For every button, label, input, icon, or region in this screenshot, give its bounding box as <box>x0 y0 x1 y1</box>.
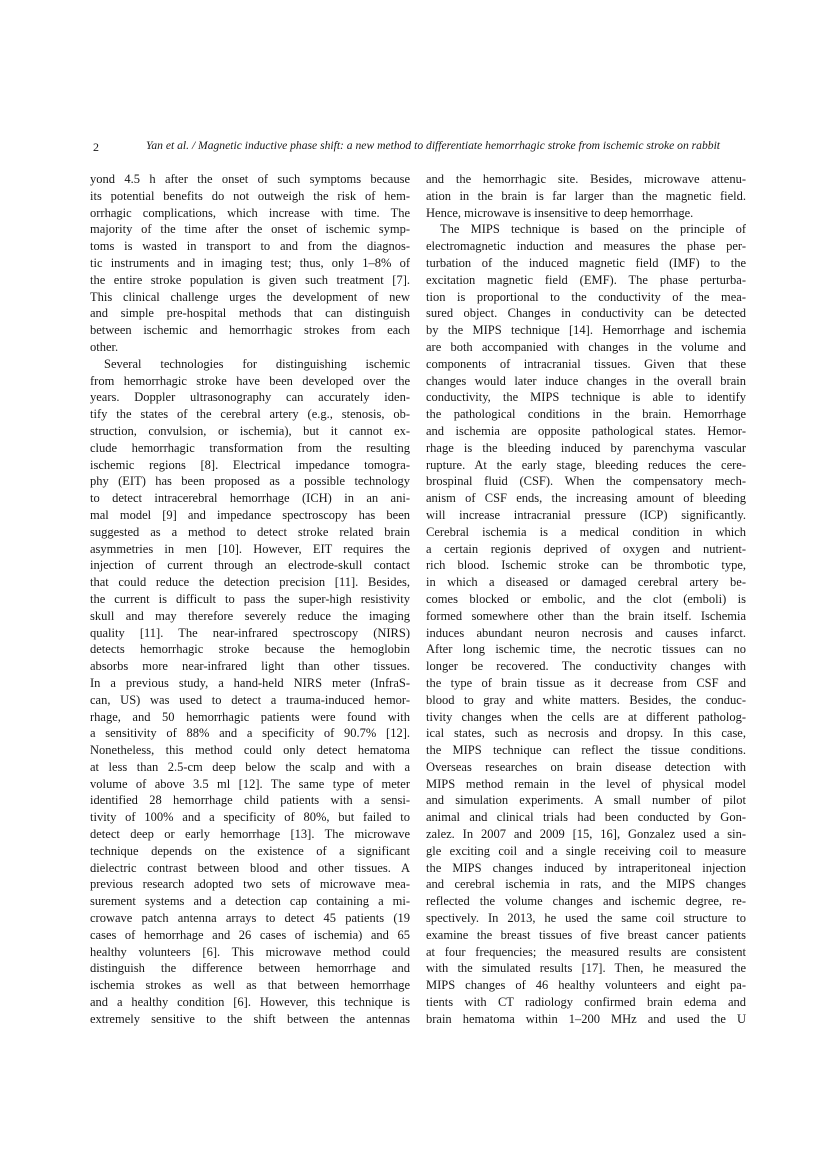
text-line: Several technologies for distinguishing ischemic <box>104 356 410 371</box>
text-line: zalez. In 2007 and 2009 [15, 16], Gonzalez used a sin- <box>426 827 746 842</box>
text-line: changes would later induce changes in the overall brain <box>426 373 746 388</box>
text-line: ical states, such as necrosis and dropsy. In this case, <box>426 726 746 741</box>
text-line: brain hematoma within 1–200 MHz and used the U <box>426 1011 746 1026</box>
text-line: tivity of 100% and a specificity of 80%, but failed to <box>90 810 410 825</box>
text-line: detect deep or early hemorrhage [13]. The microwave <box>90 827 410 842</box>
text-line: are both accompanied with changes in the volume and <box>426 339 746 354</box>
text-line: a sensitivity of 88% and a specificity of 90.7% [12]. <box>90 726 410 741</box>
text-line: electromagnetic induction and measures the phase per- <box>426 239 746 254</box>
text-line: volume of above 3.5 ml [12]. The same type of meter <box>90 776 410 791</box>
text-line: the entire stroke population is given such treatment [7]. <box>90 272 410 287</box>
text-line: will increase intracranial pressure (ICP) significantly. <box>426 507 746 522</box>
text-line: technique depends on the existence of a significant <box>90 843 410 858</box>
text-line: skull and may therefore severely reduce the imaging <box>90 608 410 623</box>
text-line: formed somewhere other than the brain itself. Ischemia <box>426 608 746 623</box>
page-number: 2 <box>93 140 99 154</box>
text-line: tify the states of the cerebral artery (e.g., stenosis, ob- <box>90 407 410 422</box>
text-line: tivity changes when the cells are at different patholog- <box>426 709 746 724</box>
running-title: Yan et al. / Magnetic inductive phase shift: a new method to differentiate hemorrhagic stroke from ischemic stroke on rabbit <box>145 139 721 152</box>
text-line: that could reduce the detection precision [11]. Besides, <box>90 575 410 590</box>
text-line: rupture. At the early stage, bleeding reduces the cere- <box>426 457 746 472</box>
text-line: After long ischemic time, the necrotic tissues can no <box>426 642 746 657</box>
text-line: conductivity, the MIPS technique is able to identify <box>426 390 746 405</box>
text-line: components of intracranial tissues. Given that these <box>426 356 746 371</box>
text-line: quality [11]. The near-infrared spectroscopy (NIRS) <box>90 625 410 640</box>
text-line: gle exciting coil and a single receiving coil to measure <box>426 843 746 858</box>
text-line: tients with CT radiology confirmed brain edema and <box>426 995 746 1010</box>
text-line: reflected the volume changes and ischemic degree, re- <box>426 894 746 909</box>
page-header <box>90 139 746 155</box>
text-line: ischemia strokes as well as that between hemorrhage <box>90 978 410 993</box>
text-line: the MIPS technique can reflect the tissue conditions. <box>426 743 746 758</box>
text-line: blood to gray and white matters. Besides, the conduc- <box>426 692 746 707</box>
text-line: Hence, microwave is insensitive to deep hemorrhage. <box>426 205 694 220</box>
text-line: extremely sensitive to the shift between the antennas <box>90 1011 410 1026</box>
text-line: animal and clinical trials had been conducted by Gon- <box>426 810 746 825</box>
text-line: MIPS method remain in the level of physical model <box>426 776 746 791</box>
text-line: previous research adopted two sets of microwave mea- <box>90 877 410 892</box>
text-line: and cerebral ischemia in rats, and the MIPS changes <box>426 877 746 892</box>
text-line: toms is wasted in transport to and from the diagnos- <box>90 239 410 254</box>
text-line: excitation magnetic field (EMF). The phase perturba- <box>426 272 746 287</box>
text-line: turbation of the induced magnetic field (IMF) to the <box>426 255 746 270</box>
text-line: to detect intracerebral hemorrhage (ICH) in an ani- <box>90 491 410 506</box>
text-line: sured object. Changes in conductivity can be detected <box>426 306 746 321</box>
text-line: This clinical challenge urges the development of new <box>90 289 410 304</box>
right-column <box>426 171 746 1028</box>
text-line: Cerebral ischemia is a medical condition in which <box>426 524 746 539</box>
text-line: majority of the time after the onset of ischemic symp- <box>90 222 410 237</box>
text-line: injection of current through an electrode-skull contact <box>90 558 410 573</box>
text-line: tic instruments and in imaging test; thus, only 1–8% of <box>90 255 410 270</box>
text-line: induces abundant neuron necrosis and causes infarct. <box>426 625 746 640</box>
text-line: asymmetries in men [10]. However, EIT requires the <box>90 541 410 556</box>
text-line: In a previous study, a hand-held NIRS meter (InfraS- <box>90 675 410 690</box>
left-column <box>90 171 410 1028</box>
text-line: distinguish the difference between hemorrhage and <box>90 961 410 976</box>
text-line: at four frequencies; the measured results are consistent <box>426 944 746 959</box>
text-line: examine the breast tissues of five breast cancer patients <box>426 927 746 942</box>
text-line: suggested as a method to detect stroke related brain <box>90 524 410 539</box>
text-line: the MIPS changes induced by intraperitoneal injection <box>426 860 746 875</box>
text-line: the type of brain tissue as it decrease from CSF and <box>426 675 746 690</box>
text-line: orrhagic complications, which increase with time. The <box>90 205 410 220</box>
text-line: at less than 2.5-cm deep below the scalp and with a <box>90 759 410 774</box>
text-line: a certain regionis deprived of oxygen and nutrient- <box>426 541 746 556</box>
text-line: dielectric contrast between blood and other tissues. A <box>90 860 410 875</box>
text-line: absorbs more near-infrared light than other tissues. <box>90 659 410 674</box>
text-line: can, US) was used to detect a trauma-induced hemor- <box>90 692 410 707</box>
text-line: crowave patch antenna arrays to detect 45 patients (19 <box>90 911 410 926</box>
text-line: and the hemorrhagic site. Besides, microwave attenu- <box>426 172 746 186</box>
text-line: years. Doppler ultrasonography can accurately iden- <box>90 390 410 405</box>
text-line: healthy volunteers [6]. This microwave method could <box>90 944 410 959</box>
text-line: mal model [9] and impedance spectroscopy has been <box>90 507 410 522</box>
text-line: rhage, and 50 hemorrhagic patients were found with <box>90 709 410 724</box>
text-line: detects hemorrhagic stroke because the hemoglobin <box>90 642 410 657</box>
text-line: rhage is the bleeding induced by parenchyma vascular <box>426 440 746 455</box>
text-line: brospinal fluid (CSF). When the compensatory mech- <box>426 474 746 489</box>
text-line: comes blocked or embolic, and the clot (emboli) is <box>426 591 746 606</box>
text-line: MIPS changes of 46 healthy volunteers and eight pa- <box>426 978 746 993</box>
text-line: between ischemic and hemorrhagic strokes from each <box>90 323 410 338</box>
article-body <box>90 171 746 1028</box>
text-line: from hemorrhagic stroke have been developed over the <box>90 373 410 388</box>
text-line: rich blood. Ischemic stroke can be thrombotic type, <box>426 558 746 573</box>
text-line: anism of CSF ends, the increasing amount of bleeding <box>426 491 746 506</box>
text-line: surement systems and a detection cap containing a mi- <box>90 894 410 909</box>
text-line: clude hemorrhagic transformation from the resulting <box>90 440 410 455</box>
text-line: tion is proportional to the conductivity of the mea- <box>426 289 746 304</box>
text-line: other. <box>90 339 119 354</box>
text-line: spectively. In 2013, he used the same coil structure to <box>426 911 746 926</box>
text-line: identified 28 hemorrhage child patients with a sensi- <box>90 793 410 808</box>
text-line: with the simulated results [17]. Then, he measured the <box>426 961 746 976</box>
text-line: phy (EIT) has been proposed as a possible technology <box>90 474 410 489</box>
text-line: the pathological conditions in the brain. Hemorrhage <box>426 407 746 422</box>
text-line: in which a diseased or damaged cerebral artery be- <box>426 575 746 590</box>
text-line: ation in the brain is far larger than the magnetic field. <box>426 188 746 203</box>
text-line: Nonetheless, this method could only detect hematoma <box>90 743 410 758</box>
text-line: cases of hemorrhage and 26 cases of ischemia) and 65 <box>90 927 410 942</box>
text-line: and simple pre-hospital methods that can distinguish <box>90 306 410 321</box>
text-line: its potential benefits do not outweigh the risk of hem- <box>90 188 410 203</box>
text-line: struction, convulsion, or ischemia), but it cannot ex- <box>90 423 410 438</box>
text-line: by the MIPS technique [14]. Hemorrhage and ischemia <box>426 323 746 338</box>
text-line: ischemic regions [8]. Electrical impedance tomogra- <box>90 457 410 472</box>
text-line: The MIPS technique is based on the principle of <box>440 222 746 237</box>
text-line: yond 4.5 h after the onset of such symptoms because <box>90 172 410 186</box>
text-line: Overseas researches on brain disease detection with <box>426 759 746 774</box>
text-line: and a healthy condition [6]. However, this technique is <box>90 995 410 1010</box>
text-line: and ischemia are opposite pathological states. Hemor- <box>426 423 746 438</box>
text-line: and simulation experiments. A small number of pilot <box>426 793 746 808</box>
text-line: longer be recovered. The conductivity changes with <box>426 659 746 674</box>
text-line: the current is difficult to pass the super-high resistivity <box>90 591 410 606</box>
